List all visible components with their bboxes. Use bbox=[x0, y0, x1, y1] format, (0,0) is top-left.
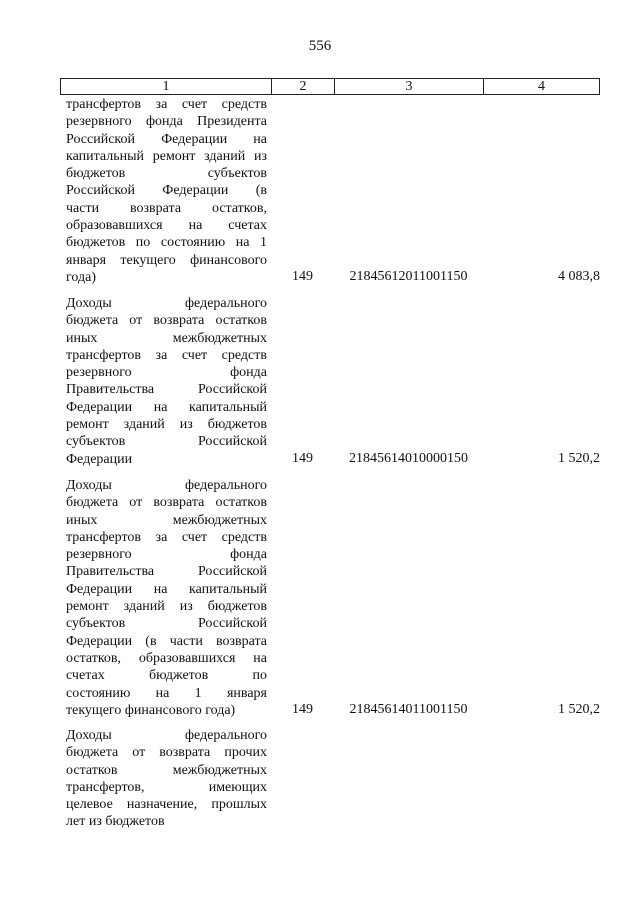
description-line: бюджетов субъектов bbox=[66, 166, 267, 182]
amount: 1 520,2 bbox=[558, 702, 600, 717]
description-line: субъектов Российской bbox=[66, 434, 267, 450]
budget-classification-code: 21845614010000150 bbox=[349, 451, 468, 466]
amount: 1 520,2 bbox=[558, 451, 600, 466]
description-line: иных межбюджетных bbox=[66, 512, 267, 528]
amount: 4 083,8 bbox=[558, 269, 600, 284]
description-line: Доходы федерального bbox=[66, 296, 267, 311]
row-description bbox=[66, 477, 267, 719]
table-header bbox=[60, 78, 600, 95]
description-line: трансфертов за счет средств bbox=[66, 347, 267, 363]
description-line: образовавшихся на счетах bbox=[66, 218, 267, 234]
budget-classification-code: 21845612011001150 bbox=[349, 269, 468, 284]
row-description bbox=[66, 96, 267, 286]
description-line: целевое назначение, прошлых bbox=[66, 797, 267, 813]
description-line: текущего финансового года) bbox=[66, 702, 236, 718]
description-line: января текущего финансового bbox=[66, 252, 267, 268]
description-line: субъектов Российской bbox=[66, 616, 267, 632]
description-line: остатков, образовавшихся на bbox=[66, 650, 267, 666]
header-col-3: 3 bbox=[335, 79, 484, 94]
description-line: иных межбюджетных bbox=[66, 330, 267, 346]
description-line: трансфертов за счет средств bbox=[66, 529, 267, 545]
description-line: части возврата остатков, bbox=[66, 200, 267, 216]
page-number: 556 bbox=[308, 38, 332, 54]
description-line: остатков межбюджетных bbox=[66, 762, 267, 778]
admin-code: 149 bbox=[292, 451, 313, 466]
description-line: Доходы федерального bbox=[66, 728, 267, 743]
description-line: Российской Федерации на bbox=[66, 131, 267, 147]
description-line: Федерации на капитальный bbox=[66, 581, 267, 597]
row-description bbox=[66, 727, 267, 831]
description-line: ремонт зданий из бюджетов bbox=[66, 417, 267, 433]
description-line: трансфертов, имеющих bbox=[66, 779, 267, 795]
description-line: Доходы федерального bbox=[66, 478, 267, 493]
description-line: Правительства Российской bbox=[66, 382, 267, 398]
admin-code: 149 bbox=[292, 269, 313, 284]
budget-classification-code: 21845614011001150 bbox=[349, 702, 468, 717]
header-col-1: 1 bbox=[61, 79, 272, 94]
description-line: Федерации на капитальный bbox=[66, 399, 267, 415]
description-line: Федерации (в части возврата bbox=[66, 633, 267, 649]
description-line: резервного фонда Президента bbox=[66, 114, 267, 130]
description-line: лет из бюджетов bbox=[66, 814, 165, 830]
description-line: ремонт зданий из бюджетов bbox=[66, 599, 267, 615]
row-description bbox=[66, 295, 267, 468]
description-line: трансфертов за счет средств bbox=[66, 97, 267, 112]
description-line: Федерации bbox=[66, 451, 133, 467]
description-line: бюджета от возврата остатков bbox=[66, 313, 267, 329]
description-line: бюджета от возврата остатков bbox=[66, 495, 267, 511]
description-line: состоянию на 1 января bbox=[66, 685, 267, 701]
description-line: бюджетов по состоянию на 1 bbox=[66, 235, 267, 251]
header-col-2: 2 bbox=[272, 79, 335, 94]
header-col-4: 4 bbox=[538, 79, 545, 94]
description-line: резервного фонда bbox=[66, 547, 267, 563]
description-line: Правительства Российской bbox=[66, 564, 267, 580]
admin-code: 149 bbox=[292, 702, 313, 717]
description-line: бюджета от возврата прочих bbox=[66, 745, 267, 761]
description-line: года) bbox=[66, 269, 96, 285]
description-line: резервного фонда bbox=[66, 365, 267, 381]
description-line: счетах бюджетов по bbox=[66, 668, 267, 684]
description-line: капитальный ремонт зданий из bbox=[66, 148, 267, 164]
description-line: Российской Федерации (в bbox=[66, 183, 267, 199]
